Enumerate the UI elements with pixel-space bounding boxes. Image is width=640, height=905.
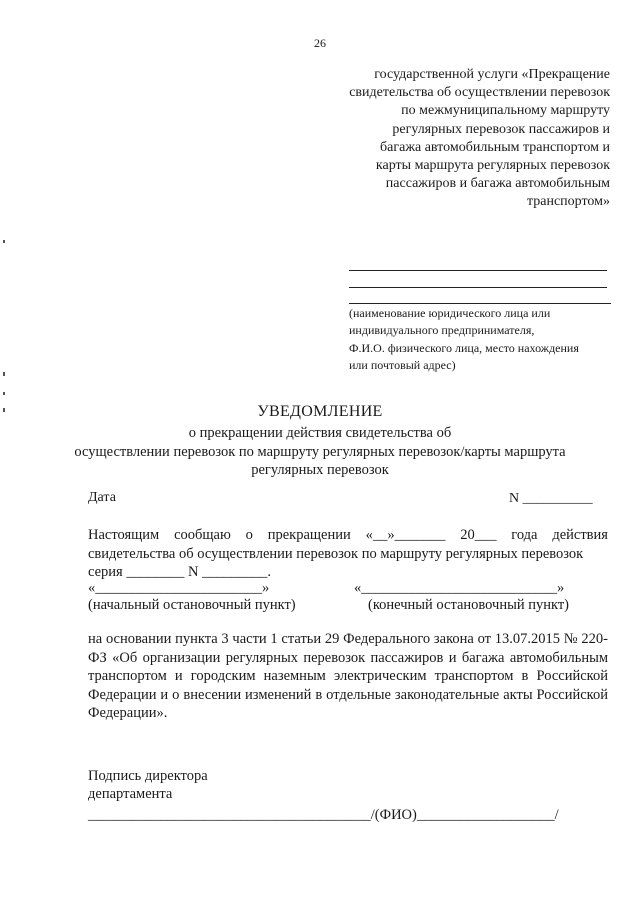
start-stop-label: (начальный остановочный пункт) (88, 597, 296, 613)
document-title: УВЕДОМЛЕНИЕ (257, 403, 383, 420)
header-line: транспортом» (526, 194, 610, 210)
word: сообщаю (174, 527, 231, 543)
subtitle-line: осуществлении перевозок по маршруту регулярных перевозок/карты маршрута (74, 443, 566, 460)
addressee-line (349, 303, 611, 304)
document-subtitle (0, 424, 640, 480)
note-line: или почтовый адрес) (349, 358, 456, 373)
scan-margin-mark (3, 392, 5, 395)
addressee-line (349, 287, 607, 288)
notice-line-3: серия ________ N _________. (88, 564, 271, 580)
signature-fio-line: _______________________________________/(ФИО)___________________/ (88, 807, 559, 823)
scan-margin-mark (3, 240, 5, 243)
addressee-line (349, 270, 607, 271)
page-number: 26 (314, 36, 326, 50)
header-block (318, 66, 610, 212)
scan-margin-mark (3, 408, 5, 412)
note-line: (наименование юридического лица или (349, 306, 551, 320)
word: о (245, 527, 253, 543)
legal-basis-paragraph: на основании пункта 3 части 1 статьи 29 Федерального закона от 13.07.2015 № 220-ФЗ «Об организации регулярных перевозок пассажиров и багажа автомобильным транспортом и городским наземным электрическим транспортом в Российской Федерации и о внесении изменений в отдельные законодательные акты Российской Федерации». (88, 631, 608, 722)
signature-title-line-1: Подпись директора (88, 768, 208, 784)
word: прекращении (267, 527, 351, 543)
word: года (511, 527, 538, 543)
end-stop-label: (конечный остановочный пункт) (368, 597, 569, 613)
notice-line-1 (88, 527, 608, 544)
end-stop-value: «___________________________» (354, 580, 565, 596)
header-line: регулярных перевозок пассажиров и (392, 121, 610, 137)
year-blank: 20___ (460, 527, 497, 543)
word: Настоящим (88, 527, 160, 543)
date-blank: «__»_______ (365, 527, 446, 543)
word: действия (552, 527, 608, 543)
start-stop-value: «_______________________» (88, 580, 270, 596)
header-line: по межмуниципальному маршруту (401, 103, 610, 119)
scan-margin-mark (3, 372, 5, 376)
signature-title-line-2: департамента (88, 786, 173, 802)
addressee-note (349, 305, 611, 375)
note-line: Ф.И.О. физического лица, место нахождения (349, 340, 579, 355)
subtitle-line: о прекращении действия свидетельства об (188, 425, 452, 441)
header-line: государственной услуги «Прекращение (374, 67, 610, 82)
header-line: багажа автомобильным транспортом и (380, 139, 610, 155)
header-line: карты маршрута регулярных перевозок (375, 158, 610, 174)
date-label: Дата (88, 490, 116, 505)
notice-number: N __________ (509, 491, 593, 506)
notice-line-2: свидетельства об осуществлении перевозок по маршруту регулярных перевозок (88, 546, 584, 562)
header-line: пассажиров и багажа автомобильным (385, 176, 610, 192)
note-line: индивидуального предпринимателя, (349, 323, 535, 338)
header-line: свидетельства об осуществлении перевозок (349, 85, 610, 101)
subtitle-line: регулярных перевозок (251, 462, 389, 478)
